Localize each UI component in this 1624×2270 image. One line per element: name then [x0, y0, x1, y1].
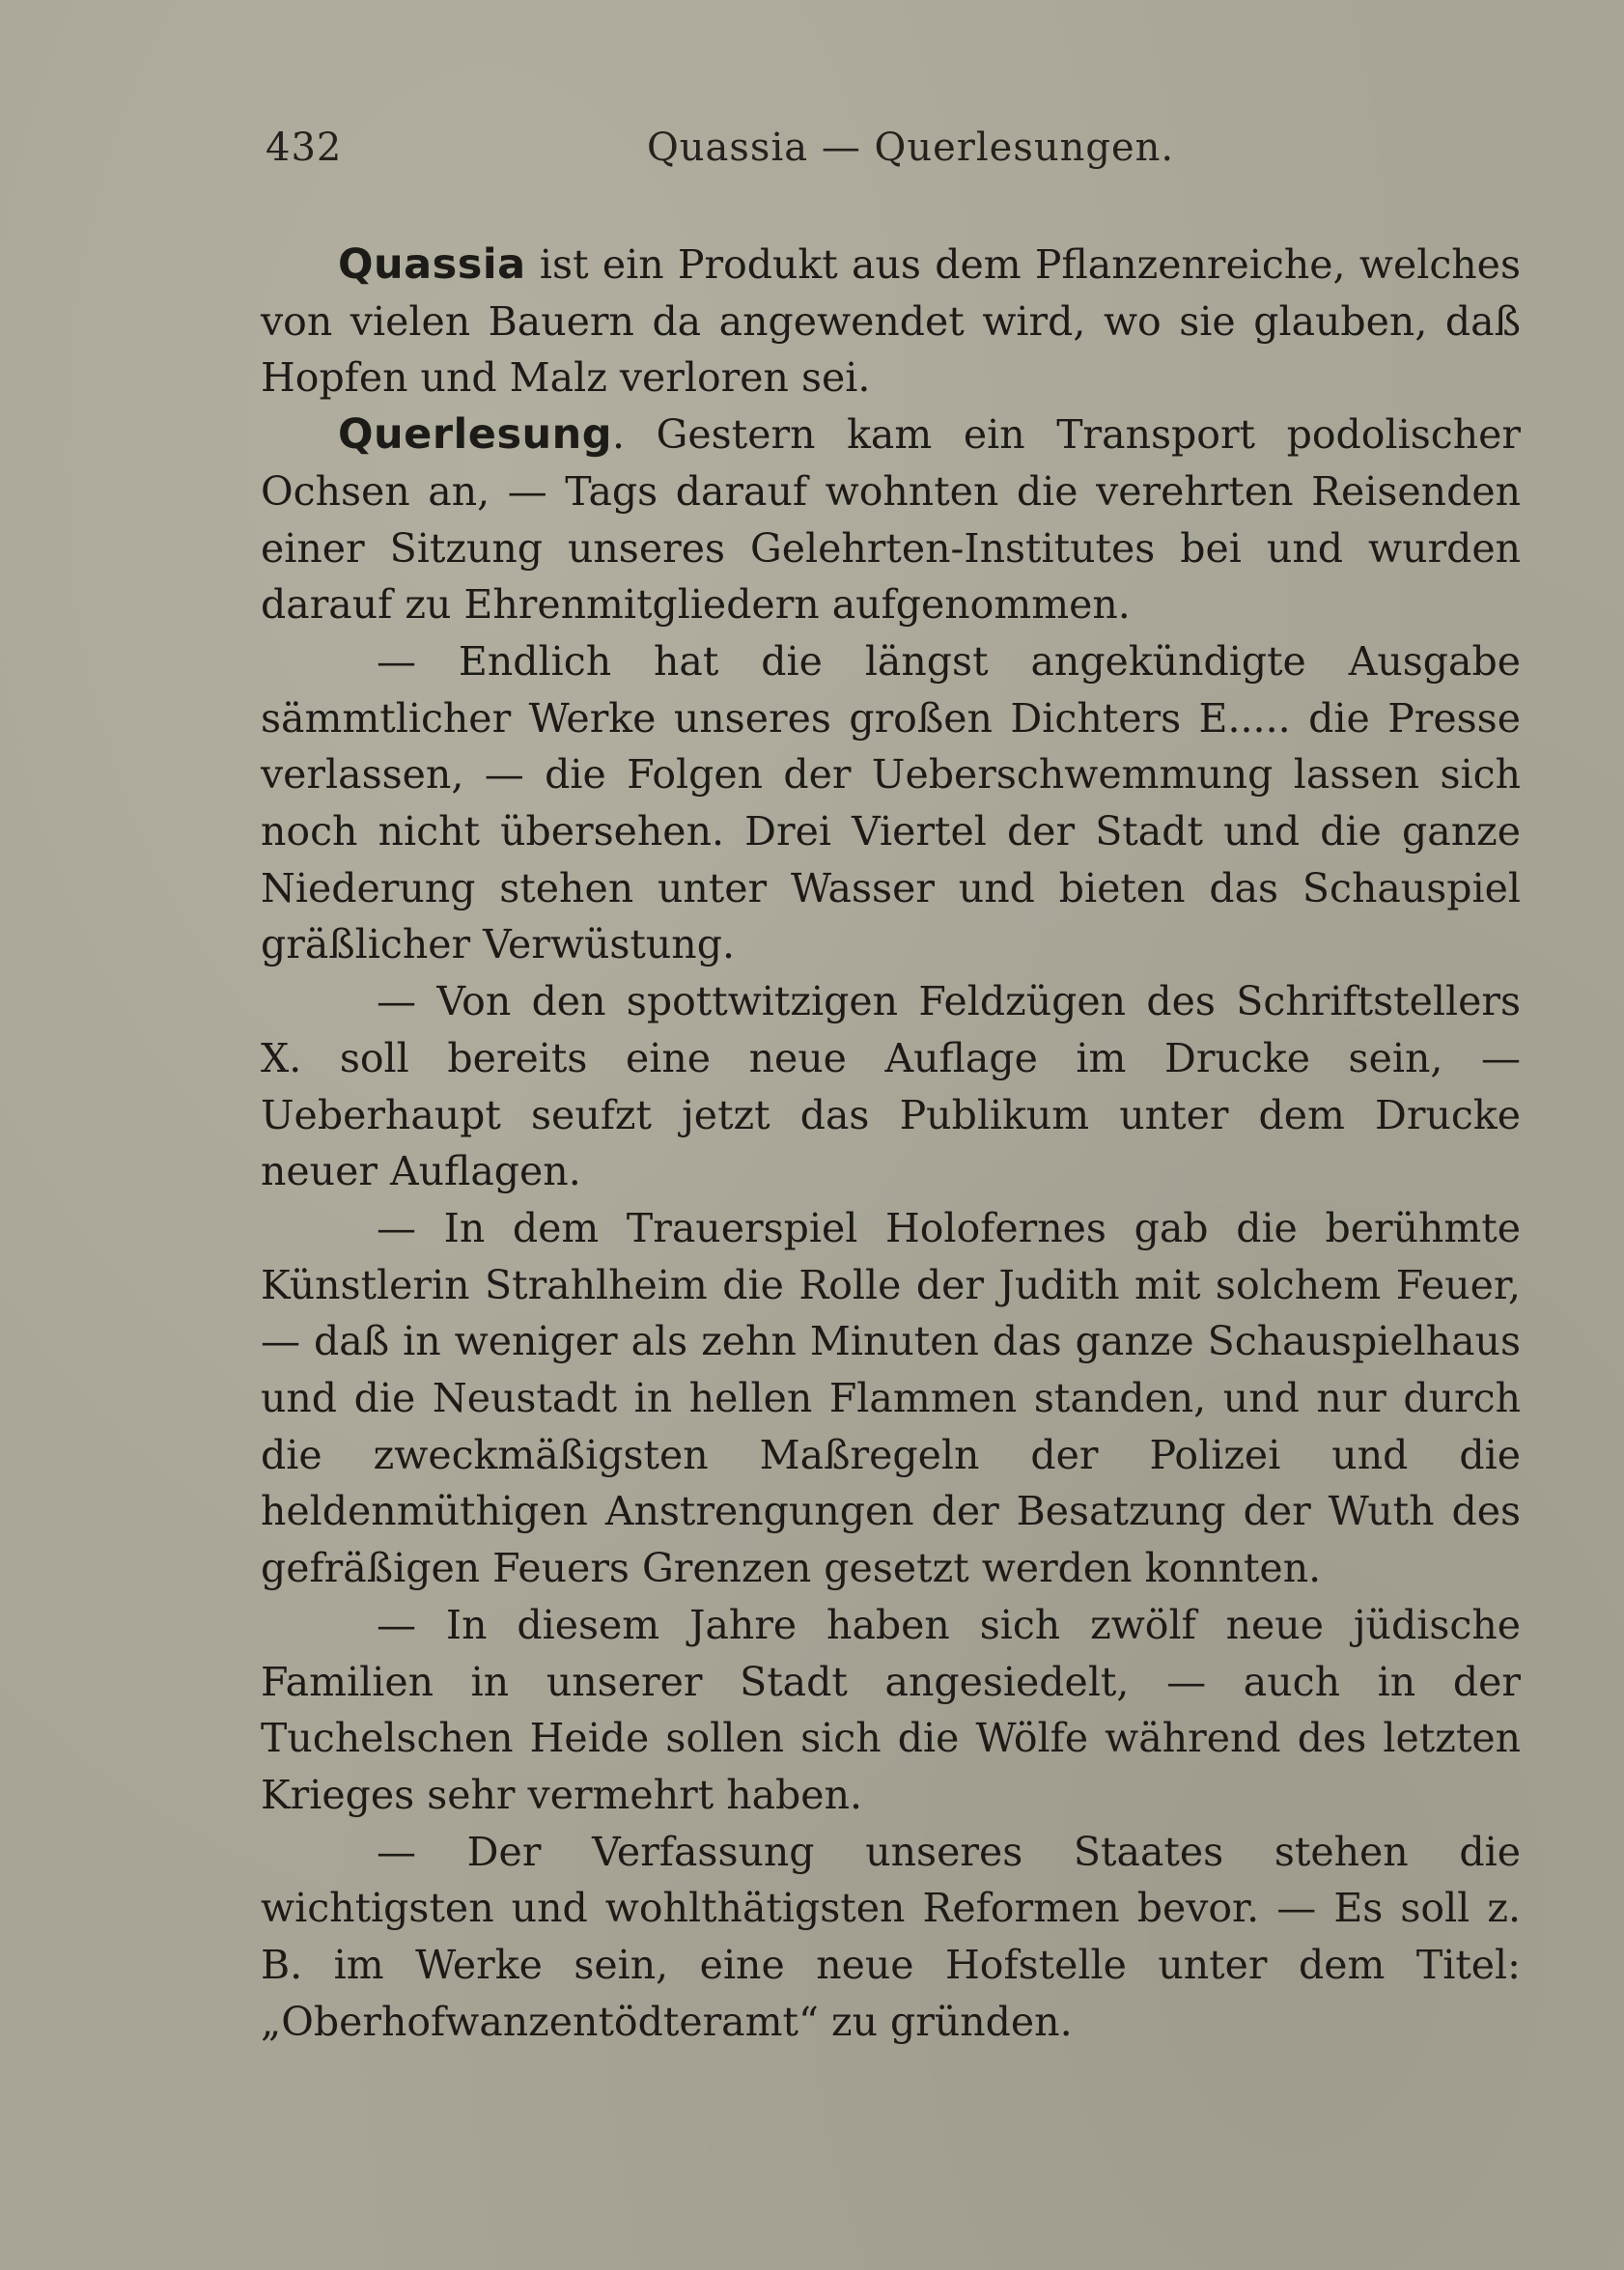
page-header — [261, 116, 1521, 193]
paragraph-feldzuege: — Von den spottwitzigen Feldzügen des Schriftstellers X. soll bereits eine neue Auflage im Drucke sein, — Ueberhaupt seufzt jetzt das Publikum unter dem Drucke neuer Auflagen. — [261, 978, 1521, 1195]
paragraph-endlich: — Endlich hat die längst angekündigte Ausgabe sämmtlicher Werke unseres großen Dichters E..... die Presse verlassen, — die Folgen der Ueberschwemmung lassen sich noch nicht übersehen. Drei Viertel der Stadt und die ganze Niederung stehen unter Wasser und bieten das Schauspiel gräßlicher Verwüstung. — [261, 637, 1521, 968]
paragraph-familien: — In diesem Jahre haben sich zwölf neue jüdische Familien in unserer Stadt angesiedelt, — auch in der Tuchelschen Heide sollen sich die Wölfe während des letzten Krieges sehr vermehrt haben. — [261, 1601, 1521, 1818]
page-body — [261, 237, 1521, 2051]
entry-querlesung-text: . Gestern kam ein Transport podolischer Ochsen an, — Tags darauf wohnten die verehrten Reisenden einer Sitzung unseres Gelehrten-Institutes bei und wurden darauf zu Ehrenmitgliedern aufgenommen. — [261, 411, 1521, 629]
entry-querlesung — [261, 406, 1521, 633]
headword-quassia: Quassia — [338, 240, 526, 289]
running-title: Quassia — Querlesungen. — [647, 126, 1175, 170]
paragraph-trauerspiel: — In dem Trauerspiel Holofernes gab die berühmte Künstlerin Strahlheim die Rolle der Judith mit solchem Feuer, — daß in weniger als zehn Minuten das ganze Schauspielhaus und die Neustadt in hellen Flammen standen, und nur durch die zweckmäßigsten Maßregeln der Polizei und die heldenmüthigen Anstrengungen der Besatzung der Wuth des gefräßigen Feuers Grenzen gesetzt werden konnten. — [261, 1204, 1521, 1592]
entry-quassia — [261, 237, 1521, 406]
headword-querlesung: Querlesung — [338, 410, 613, 460]
page-number: 432 — [266, 126, 343, 170]
paragraph-verfassung: — Der Verfassung unseres Staates stehen die wichtigsten und wohlthätigsten Reformen bevor. — Es soll z. B. im Werke sein, eine neue Hofstelle unter dem Titel: „Oberhofwanzentödteramt“ zu gründen. — [261, 1828, 1521, 2045]
entry-quassia-text: ist ein Produkt aus dem Pflanzenreiche, welches von vielen Bauern da angewendet wird, wo sie glauben, daß Hopfen und Malz verloren sei. — [261, 241, 1521, 402]
book-page — [261, 116, 1521, 2095]
